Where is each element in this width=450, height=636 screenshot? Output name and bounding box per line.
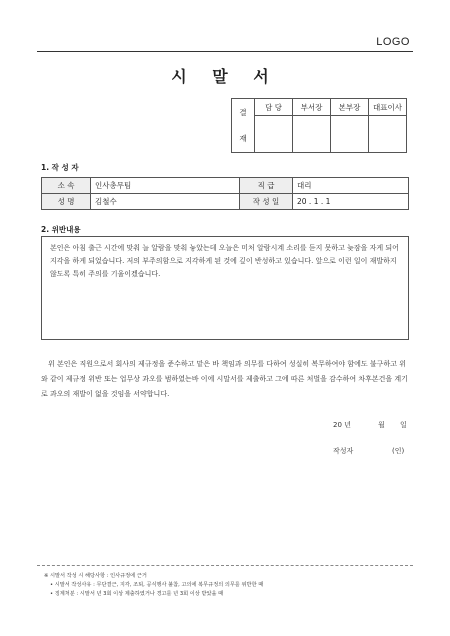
- section-heading-writer: 1. 작 성 자: [41, 163, 79, 172]
- violation-text-box[interactable]: 본인은 아침 출근 시간에 맞춰 늘 알람을 맞춰 놓았는데 오늘은 미처 알람시계 소리를 듣지 못하고 늦잠을 자게 되어 지각을 하게 되었습니다. 저의 부주의함으로 지각하게 된 것에 깊이 반성하고 있습니다. 앞으로 이런 일이 재발하지 않도록 특히 주의를 기울이겠습니다.: [41, 236, 409, 340]
- seal-mark[interactable]: (인): [392, 447, 405, 455]
- approval-box: [231, 98, 407, 153]
- approval-col-division-head: 본부장: [331, 99, 369, 116]
- value-name[interactable]: 김철수: [91, 194, 240, 210]
- label-name: 성 명: [42, 194, 91, 210]
- table-row: [42, 178, 409, 194]
- value-date[interactable]: 20 . 1 . 1: [293, 194, 409, 210]
- approval-side-bottom: 재: [239, 134, 247, 143]
- value-position[interactable]: 대리: [293, 178, 409, 194]
- notes-item-discipline: • 징계처분 : 시말서 년 3회 이상 제출하였거나 경고를 년 3회 이상 받았을 때: [50, 591, 224, 597]
- approval-side-label: [232, 99, 255, 153]
- writer-info-table: [41, 177, 409, 210]
- approval-sign-ceo[interactable]: [369, 116, 407, 153]
- section-heading-violation: 2. 위반내용: [41, 225, 81, 234]
- document-title: 시 말 서: [171, 67, 279, 86]
- table-row: [42, 194, 409, 210]
- approval-sign-staff[interactable]: [255, 116, 293, 153]
- header-divider: [37, 51, 413, 52]
- approval-sign-dept-head[interactable]: [293, 116, 331, 153]
- notes-item-reason: • 시말서 작성사유 : 무단결근, 지각, 조퇴, 공식행사 불참, 고의에 복무규정의 의무를 위반한 때: [50, 582, 264, 588]
- value-department[interactable]: 인사총무팀: [91, 178, 240, 194]
- approval-col-ceo: 대표이사: [369, 99, 407, 116]
- date-day[interactable]: 일: [400, 421, 407, 429]
- date-month[interactable]: 월: [378, 421, 385, 429]
- approval-col-dept-head: 부서장: [293, 99, 331, 116]
- label-position: 직 급: [240, 178, 293, 194]
- label-department: 소 속: [42, 178, 91, 194]
- approval-sign-division-head[interactable]: [331, 116, 369, 153]
- date-year[interactable]: 20 년: [333, 421, 351, 429]
- notes-title: ※ 시말서 작성 시 해당사항 : 인사규정에 근거: [44, 573, 147, 579]
- logo: LOGO: [376, 36, 410, 48]
- writer-label: 작성자: [333, 447, 354, 455]
- footer-notes: [44, 572, 263, 599]
- approval-side-top: 결: [239, 108, 247, 117]
- approval-col-staff: 담 당: [255, 99, 293, 116]
- footer-divider: [37, 565, 413, 566]
- label-date: 작 성 일: [240, 194, 293, 210]
- pledge-paragraph: 위 본인은 직원으로서 회사의 제규정을 준수하고 맡은 바 책임과 의무를 다하여 성실히 복무하여야 함에도 불구하고 위와 같이 제규정 위반 또는 업무상 과오를 범하였는바 이에 시말서를 제출하고 그에 따른 처벌을 감수하여 차후본건을 계기로 과오의 재발이 없을 것임을 서약합니다.: [41, 360, 408, 398]
